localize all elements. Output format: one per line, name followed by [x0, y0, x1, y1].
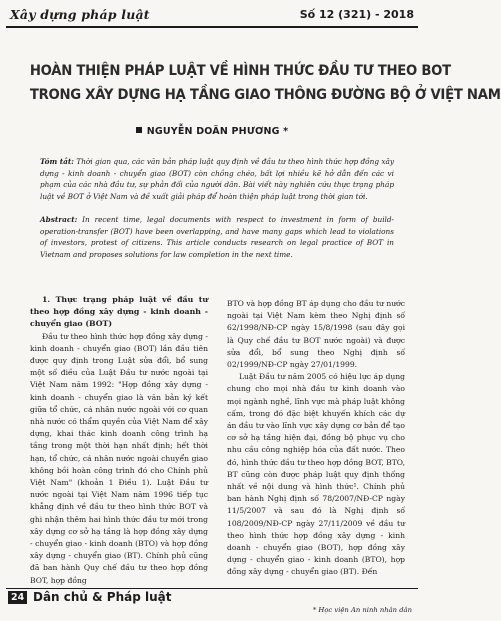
- body-paragraph: Đầu tư theo hình thức hợp đồng xây dựng - kinh doanh - chuyển giao (BOT) lần đầu tiên được quy định trong Luật sửa đổi, bổ sung một số điều của Luật Đầu tư nước ngoài tại Việt Nam năm 1992: "Hợp đồng xây dựng - kinh doanh - chuyển giao là văn bản ký kết giữa tổ chức, cá nhân nước ngoài với cơ quan nhà nước có thẩm quyền của Việt Nam để xây dựng, khai thác kinh doanh công trình hạ tầng trong một thời hạn nhất định; hết thời hạn, tổ chức, cá nhân nước ngoài chuyển giao không bồi hoàn công trình đó cho Chính phủ Việt Nam" (khoản 1 Điều 1). Luật Đầu tư nước ngoài tại Việt Nam năm 1996 tiếp tục khẳng định về đầu tư theo hình thức BOT và ghi nhận thêm hai hình thức đầu tư mới trong xây dựng cơ sở hạ tầng là hợp đồng xây dựng - chuyển giao - kinh doanh (BTO) và hợp đồng xây dựng - chuyển giao (BT). Chính phủ cũng đã ban hành Quy chế đầu tư theo hợp đồng BOT, hợp đồng: [30, 331, 208, 585]
- abstract-vietnamese: [40, 156, 394, 202]
- author-byline: [0, 126, 424, 137]
- bullet-square-icon: [136, 127, 142, 133]
- section-label: Xây dựng pháp luật: [10, 7, 150, 22]
- abstract-en-lead: Abstract:: [40, 215, 78, 224]
- abstract-en-text: In recent time, legal documents with respect to investment in form of build-operation-transfer (BOT) have been overlapping, and have many gaps which lead to violations of investors, protest of citizens. This article conducts research on legal practice of BOT in Vietnam and proposes solutions for law completion in the next time.: [40, 215, 394, 259]
- page-number: 24: [8, 591, 27, 604]
- body-column-left: [30, 294, 208, 587]
- abstract-vi-text: Thời gian qua, các văn bản pháp luật quy định về đầu tư theo hình thức hợp đồng xây dựng - kinh doanh - chuyển giao (BOT) còn chồng chéo, bất lợi nhiều kẽ hở dẫn đến các vi phạm của các nhà đầu tư, sự phản đối của người dân. Bài viết này nghiên cứu thực trạng pháp luật về BOT ở Việt Nam và đề xuất giải pháp để hoàn thiện pháp luật trong thời gian tới.: [40, 157, 394, 201]
- abstract-english: [40, 214, 394, 260]
- footer-rule: [6, 588, 418, 589]
- running-header: [6, 6, 418, 28]
- body-paragraph: BTO và hợp đồng BT áp dụng cho đầu tư nước ngoài tại Việt Nam kèm theo Nghị định số 62/1998/NĐ-CP ngày 15/8/1998 (sau đây gọi là Quy chế đầu tư BOT nước ngoài) và được sửa đổi, bổ sung theo Nghị định số 02/1999/NĐ-CP ngày 27/01/1999.: [227, 299, 405, 370]
- issue-number: Số 12 (321) - 2018: [299, 8, 414, 21]
- abstract-vi-lead: Tóm tắt:: [40, 157, 74, 166]
- publication-name: Dân chủ & Pháp luật: [33, 590, 172, 604]
- section-heading: 1. Thực trạng pháp luật về đầu tư theo hợp đồng xây dựng - kinh doanh - chuyển giao (BOT): [30, 295, 208, 329]
- title-line-2: TRONG XÂY DỰNG HẠ TẦNG GIAO THÔNG ĐƯỜNG BỘ Ở VIỆT NAM: [29, 87, 501, 103]
- body-paragraph: Luật Đầu tư năm 2005 có hiệu lực áp dụng chung cho mọi nhà đầu tư kinh doanh vào mọi ngành nghề, lĩnh vực mà pháp luật không cấm, trong đó đặc biệt khuyến khích các dự án đầu tư vào lĩnh vực xây dựng cơ bản để tạo cơ sở hạ tầng hiện đại, đồng bộ phục vụ cho nhu cầu công nghiệp hóa của đất nước. Theo đó, hình thức đầu tư theo hợp đồng BOT, BTO, BT cũng còn được pháp luật quy định thống nhất về nội dung và hình thức¹. Chính phủ ban hành Nghị định số 78/2007/NĐ-CP ngày 11/5/2007 và sau đó là Nghị định số 108/2009/NĐ-CP ngày 27/11/2009 về đầu tư theo hình thức hợp đồng xây dựng - kinh doanh - chuyển giao (BOT), hợp đồng xây dựng - chuyển giao - kinh doanh (BTO), hợp đồng xây dựng - chuyển giao (BT). Đến: [227, 372, 405, 577]
- article-title: [29, 59, 501, 107]
- author-name: NGUYỄN DOÃN PHƯƠNG *: [146, 126, 289, 137]
- body-column-right: [227, 298, 405, 579]
- title-line-1: HOÀN THIỆN PHÁP LUẬT VỀ HÌNH THỨC ĐẦU TƯ THEO BOT: [29, 63, 451, 79]
- author-footnote: * Học viện An ninh nhân dân: [312, 606, 412, 614]
